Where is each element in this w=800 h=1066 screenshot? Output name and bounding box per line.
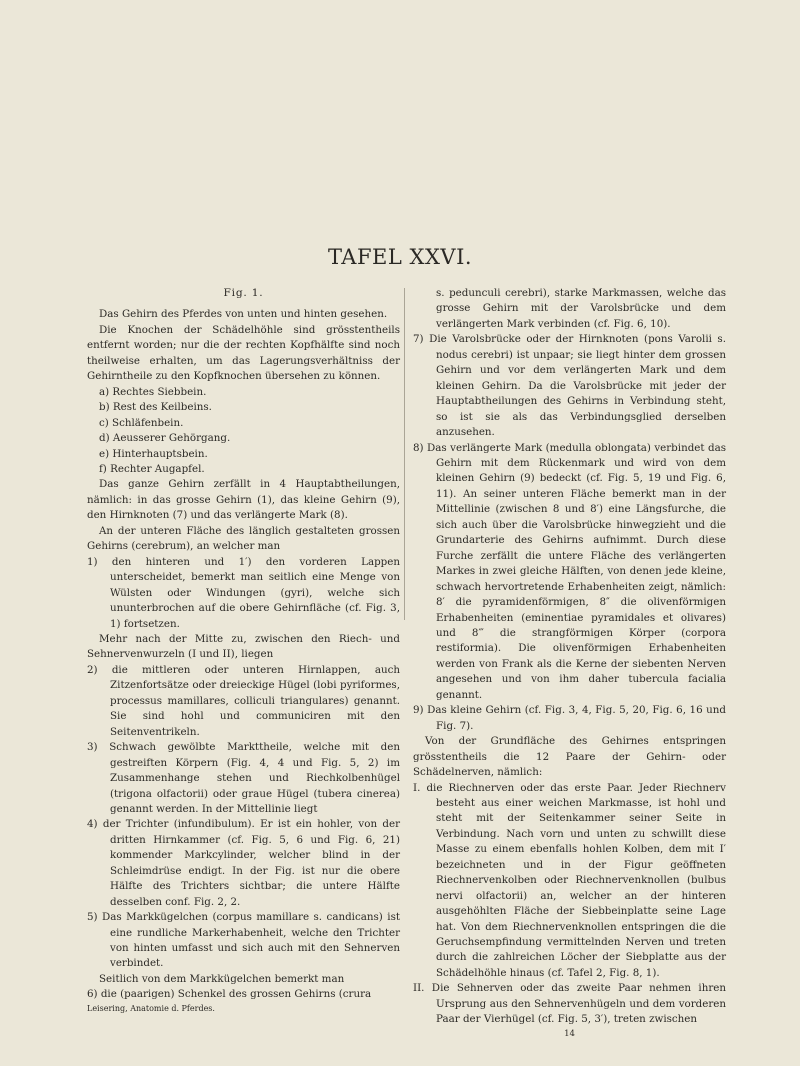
label-a: a) Rechtes Siebbein. bbox=[99, 385, 207, 398]
label-c: c) Schläfenbein. bbox=[99, 416, 184, 429]
figure-caption: Das Gehirn des Pferdes von unten und hinten gesehen. bbox=[99, 308, 388, 321]
paragraph-division: Das ganze Gehirn zerfällt in 4 Hauptabtheilungen, nämlich: in das grosse Gehirn (1), das kleine Gehirn (9), den Hirnknoten (7) und das verlängerte Mark (8). bbox=[87, 478, 400, 522]
left-column bbox=[87, 286, 400, 1015]
label-d: d) Aeusserer Gehörgang. bbox=[99, 432, 231, 445]
list-item-II: II. Die Sehnerven oder das zweite Paar nehmen ihren Ursprung aus den Sehnervenhügeln und dem vorderen Paar der Vierhügel (cf. Fig. 5, 3′), treten zwischen bbox=[413, 982, 726, 1026]
column-divider bbox=[404, 288, 405, 620]
list-item-6: 6) die (paarigen) Schenkel des grossen Gehirns (crura bbox=[87, 988, 372, 1001]
list-item-2: 2) die mittleren oder unteren Hirnlappen, auch Zitzenfortsätze oder dreieckige Hügel (lobi pyriformes, processus mamillares, colliculi triangulares) genannt. Sie sind hohl und communiciren mit den Seitenventrikeln. bbox=[87, 663, 400, 738]
paragraph-lateral: Seitlich von dem Markkügelchen bemerkt man bbox=[99, 972, 345, 985]
figure-heading: Fig. 1. bbox=[223, 287, 264, 299]
list-item-7: 7) Die Varolsbrücke oder der Hirnknoten (pons Varolii s. nodus cerebri) ist unpaar; sie liegt hinter dem grossen Gehirn und vor dem verlängerten Mark und dem kleinen Gehirn. Da die Varolsbrücke mit jeder der Hauptabtheilungen des Gehirns in Verbindung steht, so ist sie als das Verbindungsglied derselben anzusehen. bbox=[413, 333, 726, 439]
list-item-8: 8) Das verlängerte Mark (medulla oblongata) verbindet das Gehirn mit dem Rückenmark und wird von dem kleinen Gehirn (9) bedeckt (cf. Fig. 5, 19 und Fig. 6, 11). An seiner unteren Fläche bemerkt man in der Mittellinie (zwischen 8 und 8′) eine Längsfurche, die sich auch über die Varolsbrücke hinwegzieht und die Grundarterie des Gehirns aufnimmt. Durch diese Furche zerfällt die untere Fläche des verlängerten Markes in zwei gleiche Hälften, von denen jede kleine, schwach hervortretende Erhabenheiten zeigt, nämlich: 8′ die pyramidenförmigen, 8″ die olivenförmigen Erhabenheiten (eminentiae pyramidales et olivares) und 8‴ die strangförmigen Körper (corpora restiformia). Die olivenförmigen Erhabenheiten werden von Frank als die Kerne der siebenten Nerven angesehen und von ihm daher tubercula facialia genannt. bbox=[413, 441, 726, 701]
paragraph-nerves: Von der Grundfläche des Gehirnes entspringen grösstentheils die 12 Paare der Gehirn- oder Schädelnerven, nämlich: bbox=[413, 735, 726, 779]
paragraph-intro: Die Knochen der Schädelhöhle sind grösstentheils entfernt worden; nur die der rechten Kopfhälfte sind noch theilweise erhalten, um das Lagerungsverhältniss der Gehirntheile zu den Kopfknochen übersehen zu können. bbox=[87, 323, 400, 383]
list-item-1: 1) den hinteren und 1′) den vorderen Lappen unterscheidet, bemerkt man seitlich eine Menge von Wülsten oder Windungen (gyri), welche sich ununterbrochen auf die obere Gehirnfläche (cf. Fig. 3, 1) fortsetzen. bbox=[87, 555, 400, 630]
label-e: e) Hinterhauptsbein. bbox=[99, 447, 208, 460]
list-item-5: 5) Das Markkügelchen (corpus mamillare s. candicans) ist eine rundliche Markerhabenheit, welche den Trichter von hinten umfasst und sich auch mit den Sehnerven verbindet. bbox=[87, 911, 400, 970]
list-item-6-continued: s. pedunculi cerebri), starke Markmassen, welche das grosse Gehirn mit der Varolsbrücke und dem verlängerten Mark verbinden (cf. Fig. 6, 10). bbox=[436, 287, 726, 330]
list-item-4: 4) der Trichter (infundibulum). Er ist ein hohler, von der dritten Hirnkammer (cf. Fig. 5, 6 und Fig. 6, 21) kommender Markcylinder, welcher blind in der Schleimdrüse endigt. In der Fig. ist nur die obere Hälfte des Trichters sichtbar; die untere Hälfte desselben conf. Fig. 2, 2. bbox=[87, 818, 400, 908]
page-title: TAFEL XXVI. bbox=[327, 245, 473, 269]
page-number: 14 bbox=[564, 1028, 575, 1039]
label-b: b) Rest des Keilbeins. bbox=[99, 401, 212, 414]
label-f: f) Rechter Augapfel. bbox=[99, 462, 205, 475]
list-item-3: 3) Schwach gewölbte Markttheile, welche mit den gestreiften Körpern (Fig. 4, 4 und Fig. 5, 2) im Zusammenhange stehen und Riechkolbenhügel (trigona olfactorii) oder graue Hügel (tubera cinerea) genannt werden. In der Mittellinie liegt bbox=[87, 741, 400, 815]
right-column bbox=[413, 286, 726, 1040]
list-item-9: 9) Das kleine Gehirn (cf. Fig. 3, 4, Fig. 5, 20, Fig. 6, 16 und Fig. 7). bbox=[413, 704, 726, 732]
paragraph-middle: Mehr nach der Mitte zu, zwischen den Riech- und Sehnervenwurzeln (I und II), liegen bbox=[87, 632, 400, 661]
list-item-I: I. die Riechnerven oder das erste Paar. Jeder Riechnerv besteht aus einer weichen Markmasse, ist hohl und steht mit der Seitenkammer seiner Seite in Verbindung. Nach vorn und unten zu schwillt diese Masse zu einem ebenfalls hohlen Kolben, dem mit I′ bezeichneten und in der Figur geöffneten Riechnervenkolben oder Riechnervenknollen (bulbus nervi olfactorii) an, welcher an der hinteren ausgehöhlten Fläche der Siebbeinplatte seine Lage hat. Von dem Riechnervenknollen entspringen die die Geruchsempfindung vermittelnden Nerven und treten durch die zahlreichen Löcher der Siebplatte aus der Schädelhöhle hinaus (cf. Tafel 2, Fig. 8, 1). bbox=[413, 781, 726, 979]
paragraph-under-surface: An der unteren Fläche des länglich gestalteten grossen Gehirns (cerebrum), an welcher man bbox=[87, 524, 400, 553]
footer-signature: Leisering, Anatomie d. Pferdes. bbox=[87, 1003, 215, 1013]
